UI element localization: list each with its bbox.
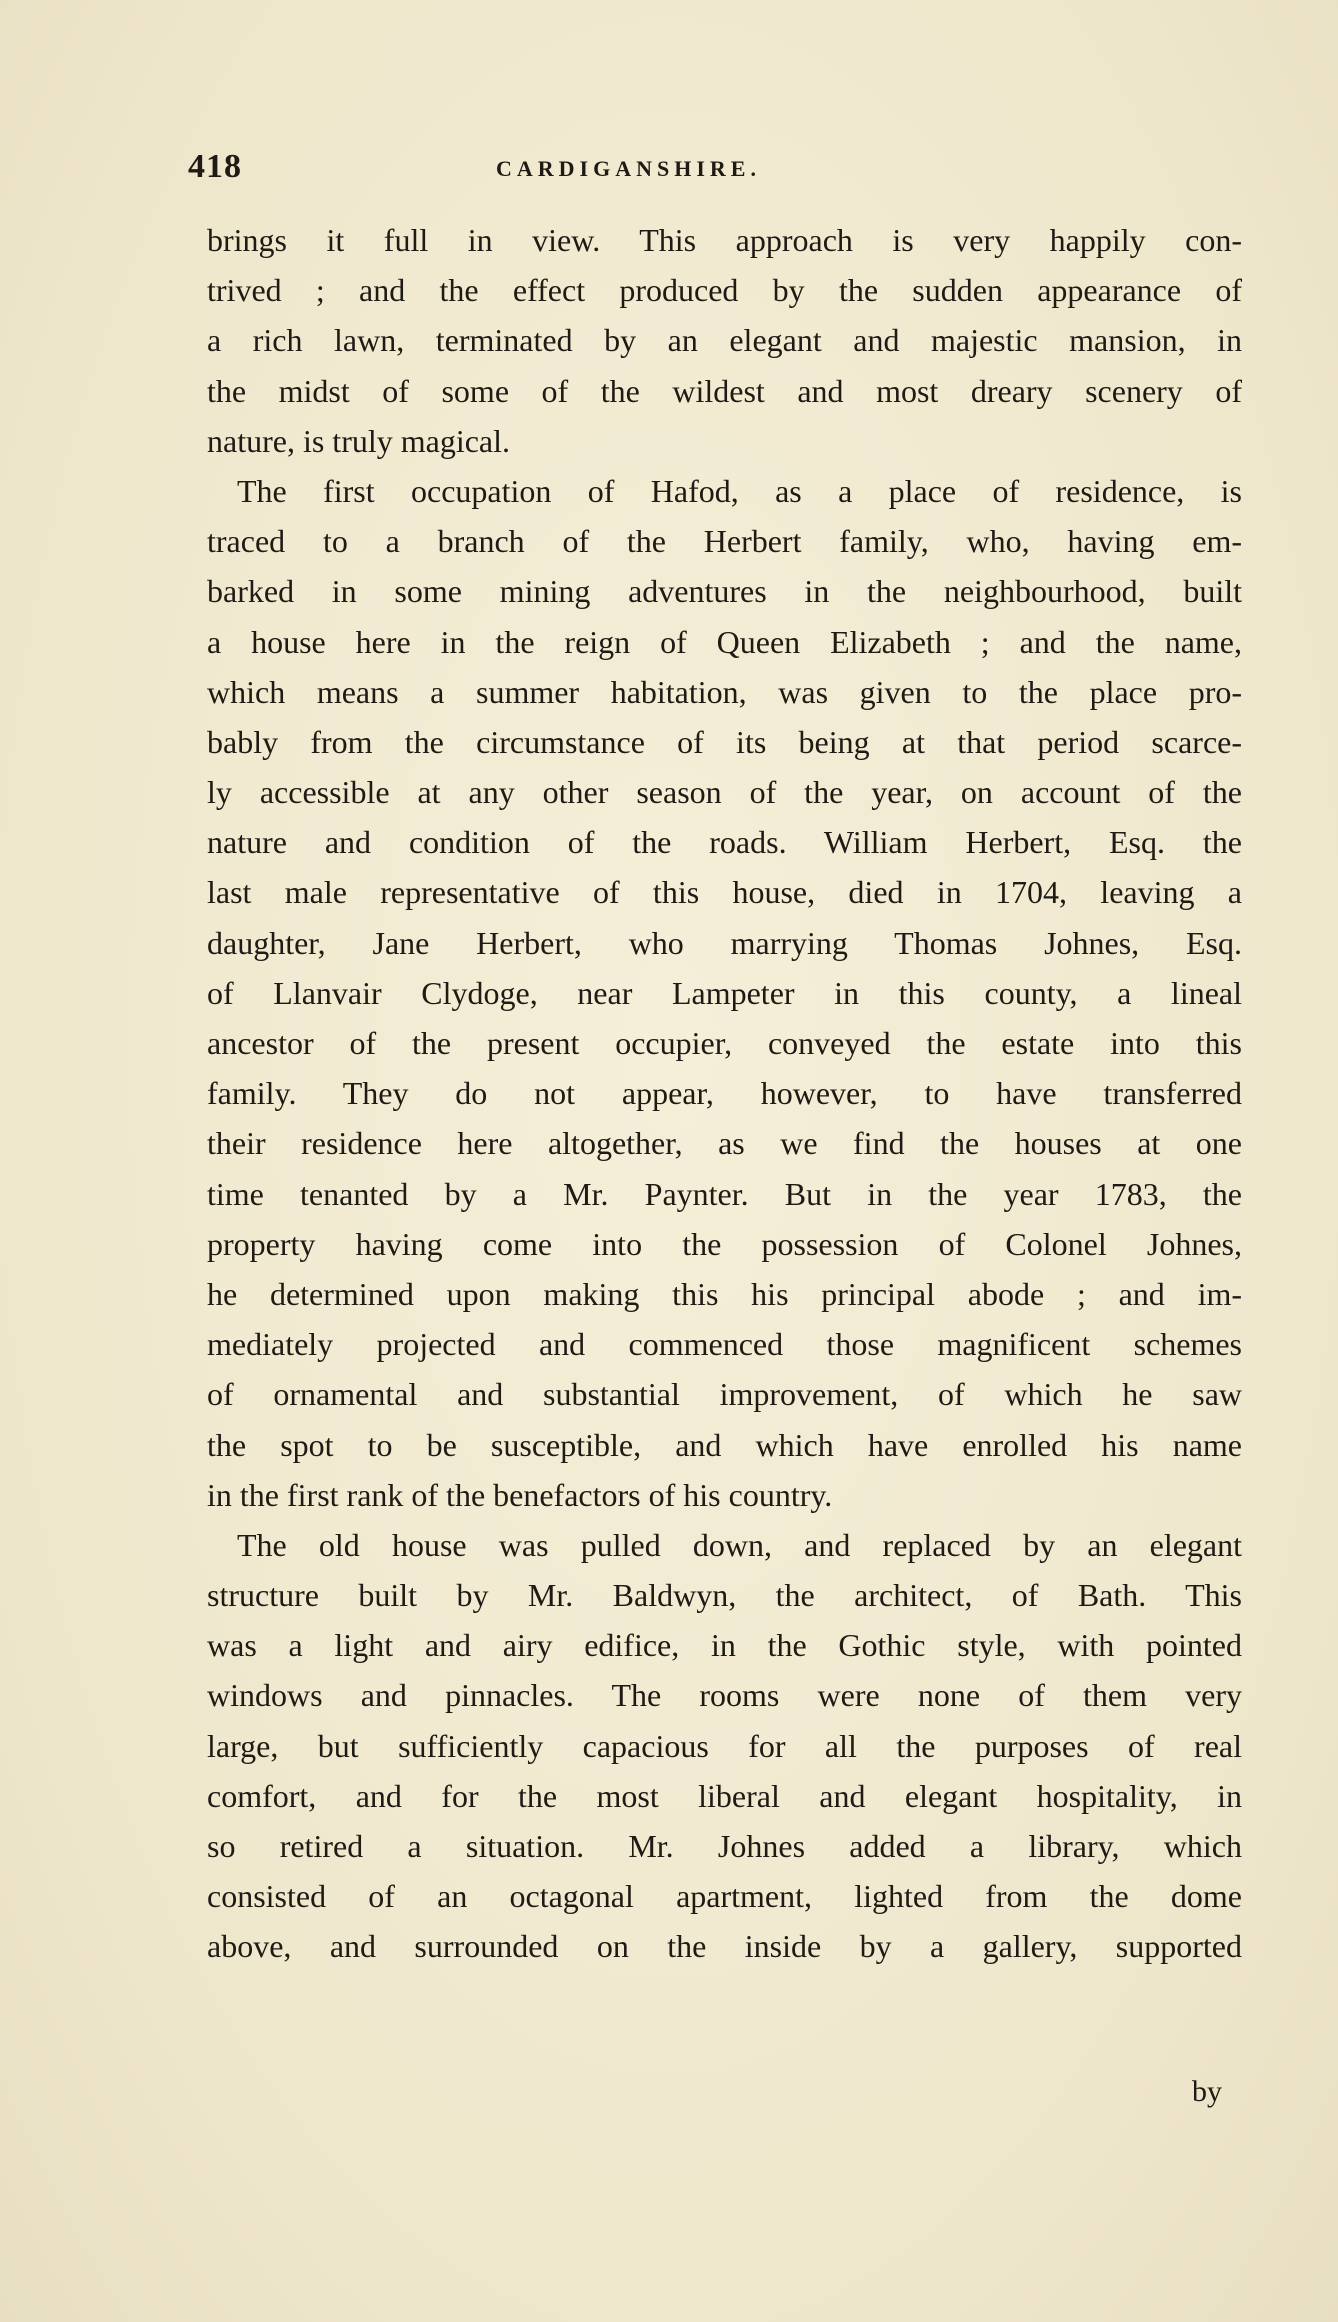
text-line: nature, is truly magical.	[207, 422, 511, 459]
text-line: above, and surrounded on the inside by a gallery, supported	[207, 1928, 1242, 1965]
catchword: by	[1192, 2075, 1222, 2108]
text-line: of Llanvair Clydoge, near Lampeter in this county, a lineal	[207, 974, 1242, 1011]
page-header	[188, 148, 1248, 188]
text-line: ly accessible at any other season of the year, on account of the	[207, 774, 1242, 811]
page-number: 418	[188, 148, 242, 185]
text-line: structure built by Mr. Baldwyn, the architect, of Bath. This	[207, 1577, 1242, 1614]
text-line: trived ; and the effect produced by the sudden appearance of	[207, 272, 1242, 309]
text-line: ancestor of the present occupier, conveyed the estate into this	[207, 1025, 1242, 1061]
text-line: the spot to be susceptible, and which have enrolled his name	[207, 1426, 1242, 1463]
body-text	[207, 215, 1242, 1972]
text-line: daughter, Jane Herbert, who marrying Thomas Johnes, Esq.	[207, 924, 1242, 961]
text-line: in the first rank of the benefactors of his country.	[207, 1476, 833, 1513]
text-line: which means a summer habitation, was given to the place pro-	[207, 673, 1242, 710]
text-line: the midst of some of the wildest and most dreary scenery of	[207, 372, 1242, 409]
text-line: time tenanted by a Mr. Paynter. But in the year 1783, the	[207, 1175, 1242, 1212]
text-line: a rich lawn, terminated by an elegant and majestic mansion, in	[207, 322, 1242, 359]
text-line: large, but sufficiently capacious for all the purposes of real	[207, 1727, 1242, 1764]
text-line: brings it full in view. This approach is very happily con-	[207, 222, 1242, 258]
text-line: traced to a branch of the Herbert family, who, having em-	[207, 523, 1242, 560]
text-line: of ornamental and substantial improvement, of which he saw	[207, 1376, 1242, 1413]
text-line: nature and condition of the roads. William Herbert, Esq. the	[207, 824, 1242, 861]
text-line: property having come into the possession of Colonel Johnes,	[207, 1225, 1242, 1262]
text-line: windows and pinnacles. The rooms were none of them very	[207, 1677, 1242, 1714]
text-line: last male representative of this house, died in 1704, leaving a	[207, 874, 1242, 911]
text-line: comfort, and for the most liberal and elegant hospitality, in	[207, 1777, 1242, 1814]
text-line: a house here in the reign of Queen Elizabeth ; and the name,	[207, 623, 1242, 660]
text-line: The first occupation of Hafod, as a place of residence, is	[237, 472, 1242, 509]
text-line: consisted of an octagonal apartment, lighted from the dome	[207, 1878, 1242, 1915]
text-line: he determined upon making this his principal abode ; and im-	[207, 1275, 1242, 1312]
text-line: barked in some mining adventures in the neighbourhood, built	[207, 573, 1242, 610]
text-line: so retired a situation. Mr. Johnes added a library, which	[207, 1828, 1242, 1864]
text-line: The old house was pulled down, and replaced by an elegant	[237, 1526, 1242, 1563]
text-line: family. They do not appear, however, to have transferred	[207, 1075, 1242, 1112]
text-line: mediately projected and commenced those magnificent schemes	[207, 1326, 1242, 1363]
text-line: bably from the circumstance of its being at that period scarce-	[207, 723, 1242, 760]
text-line: their residence here altogether, as we find the houses at one	[207, 1125, 1242, 1162]
text-line: was a light and airy edifice, in the Gothic style, with pointed	[207, 1627, 1242, 1664]
running-head: CARDIGANSHIRE.	[496, 156, 761, 181]
